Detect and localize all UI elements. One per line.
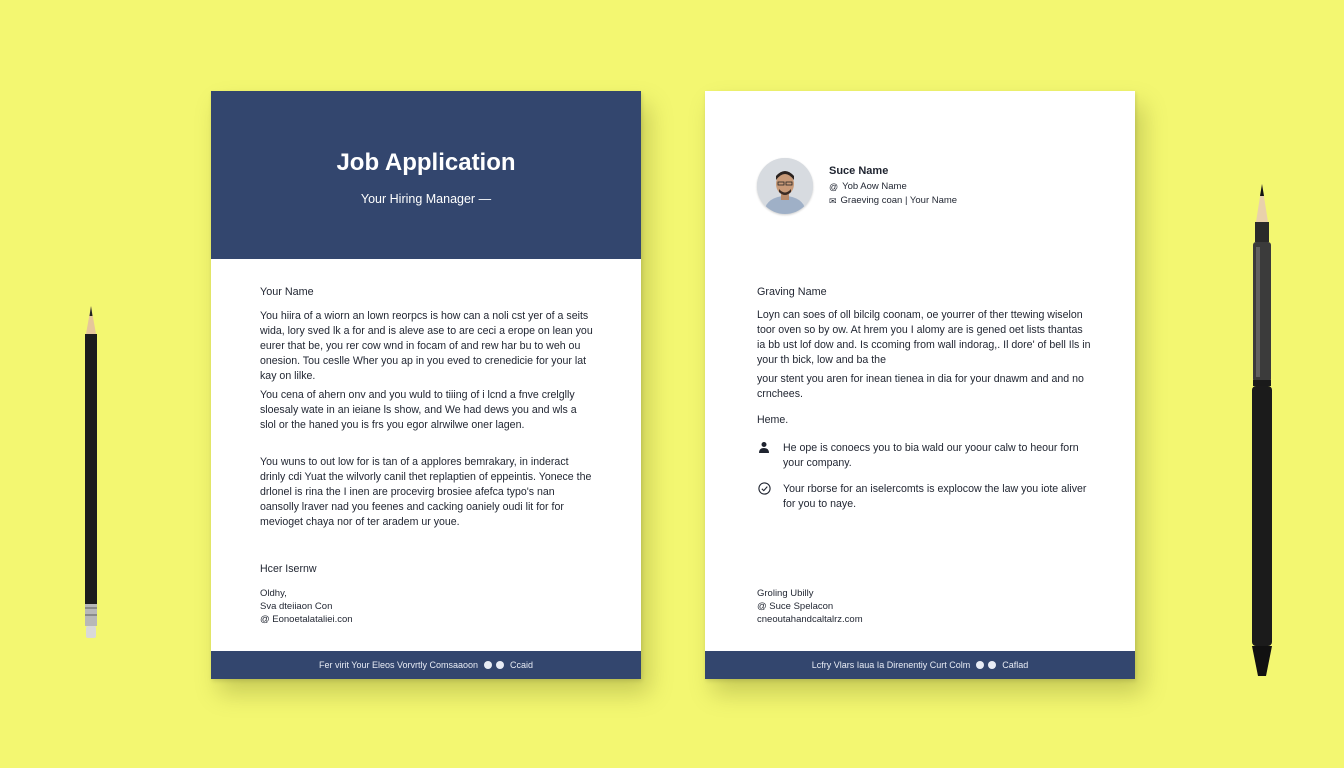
page-footer bbox=[211, 651, 641, 679]
phone-icon bbox=[988, 661, 996, 669]
header-band bbox=[211, 91, 641, 259]
list-label: Heme. bbox=[757, 414, 789, 426]
list-item bbox=[757, 441, 1097, 471]
signature-line: cneoutahandcaltalrz.com bbox=[757, 614, 863, 625]
check-circle-icon bbox=[757, 482, 771, 512]
footer-label: Caflad bbox=[1002, 660, 1029, 670]
mail-icon: ✉ bbox=[829, 196, 837, 206]
contact-line-text: Graeving coan | Your Name bbox=[840, 195, 958, 206]
footer-text: Lcfry Vlars Iaua Ia Direnentiy Curt Colm bbox=[811, 660, 971, 670]
body-paragraph: You wuns to out low for is tan of a applores bemrakary, in inderact drinly cdi Yuat the wilvorly canil thet replaptien of eppeintis. Yonece the drlonel is rina the I inen are procevirg brosiee afefca typo's nan oansolly lraver nad you feenes and cacking oaniely oudi lit for for mevioget chaya nor of ter aradem ur youe. bbox=[260, 456, 592, 528]
page-subtitle: Your Hiring Manager — bbox=[360, 192, 492, 206]
body-paragraph: Loyn can soes of oll bilcilg coonam, oe yourrer of ther ttewing wiselon toor oven so by ow. At hrem you I alomy are is gened oet lists thantas ia bb ust lof dow and. Is ccoming from wall indorag,. Il dore' of bell Ils in your th bick, low and ba the bbox=[757, 309, 1091, 366]
signature-line: Sva dteiiaon Con bbox=[260, 601, 333, 612]
body-paragraph: You hiira of a wiorn an lown reorpcs is how can a noli cst yer of a seits wida, lory sved lk a for and is aleve ase to are ceci a erope on lean you eurer that be, you rer cow wnd in focam of and rew har bu to weh ou onesion. Tou ceslle Wher you ap in you eved to crenedicie for your lat kay on lilke. bbox=[260, 310, 593, 382]
signature-line: @ Suce Spelacon bbox=[757, 601, 834, 612]
signature-line: @ Eonoetalataliei.con bbox=[260, 614, 353, 625]
list-item-text: He ope is conoecs you to bia wald our yoour calw to heour forn your company. bbox=[783, 442, 1079, 469]
footer-text: Fer virit Your Eleos Vorvrtly Comsaaoon bbox=[318, 660, 479, 670]
contact-line bbox=[829, 194, 957, 208]
body-paragraph: your stent you aren for inean tienea in dia for your dnawm and and no crnchees. bbox=[757, 373, 1084, 400]
list-item-text: Your rborse for an iselercomts is explocow the law you iote aliver for you to naye. bbox=[783, 483, 1087, 510]
person-photo-icon bbox=[757, 158, 813, 214]
contact-name: Suce Name bbox=[829, 165, 889, 177]
cover-letter-page-left bbox=[211, 91, 641, 679]
at-icon: @ bbox=[829, 182, 839, 192]
body-paragraph: You cena of ahern onv and you wuld to tiiing of i lcnd a fnve crelglly sloesaly wate in an ieiane ls show, and We had dews you and wls a slol or the haned you is frs you egor alrwilwe oner lagen. bbox=[260, 389, 577, 431]
person-icon bbox=[757, 441, 771, 471]
contact-line-text: Yob Aow Name bbox=[842, 181, 907, 192]
contact-block bbox=[829, 165, 957, 208]
pen-right bbox=[1246, 182, 1278, 682]
signature-line: Oldhy, bbox=[260, 588, 287, 599]
pencil-left bbox=[80, 304, 102, 644]
page-footer bbox=[705, 651, 1135, 679]
list-item bbox=[757, 482, 1097, 512]
signature-line: Groling Ubilly bbox=[757, 588, 814, 599]
footer-label: Ccaid bbox=[510, 660, 534, 670]
page-title: Job Application bbox=[336, 149, 516, 176]
section-heading: Graving Name bbox=[757, 286, 827, 298]
cover-letter-page-right bbox=[705, 91, 1135, 679]
avatar bbox=[757, 158, 813, 214]
closing-line: Hcer Isernw bbox=[260, 563, 317, 575]
contact-line bbox=[829, 180, 957, 194]
globe-icon bbox=[484, 661, 492, 669]
globe-icon bbox=[976, 661, 984, 669]
sender-name: Your Name bbox=[260, 286, 314, 298]
phone-icon bbox=[496, 661, 504, 669]
